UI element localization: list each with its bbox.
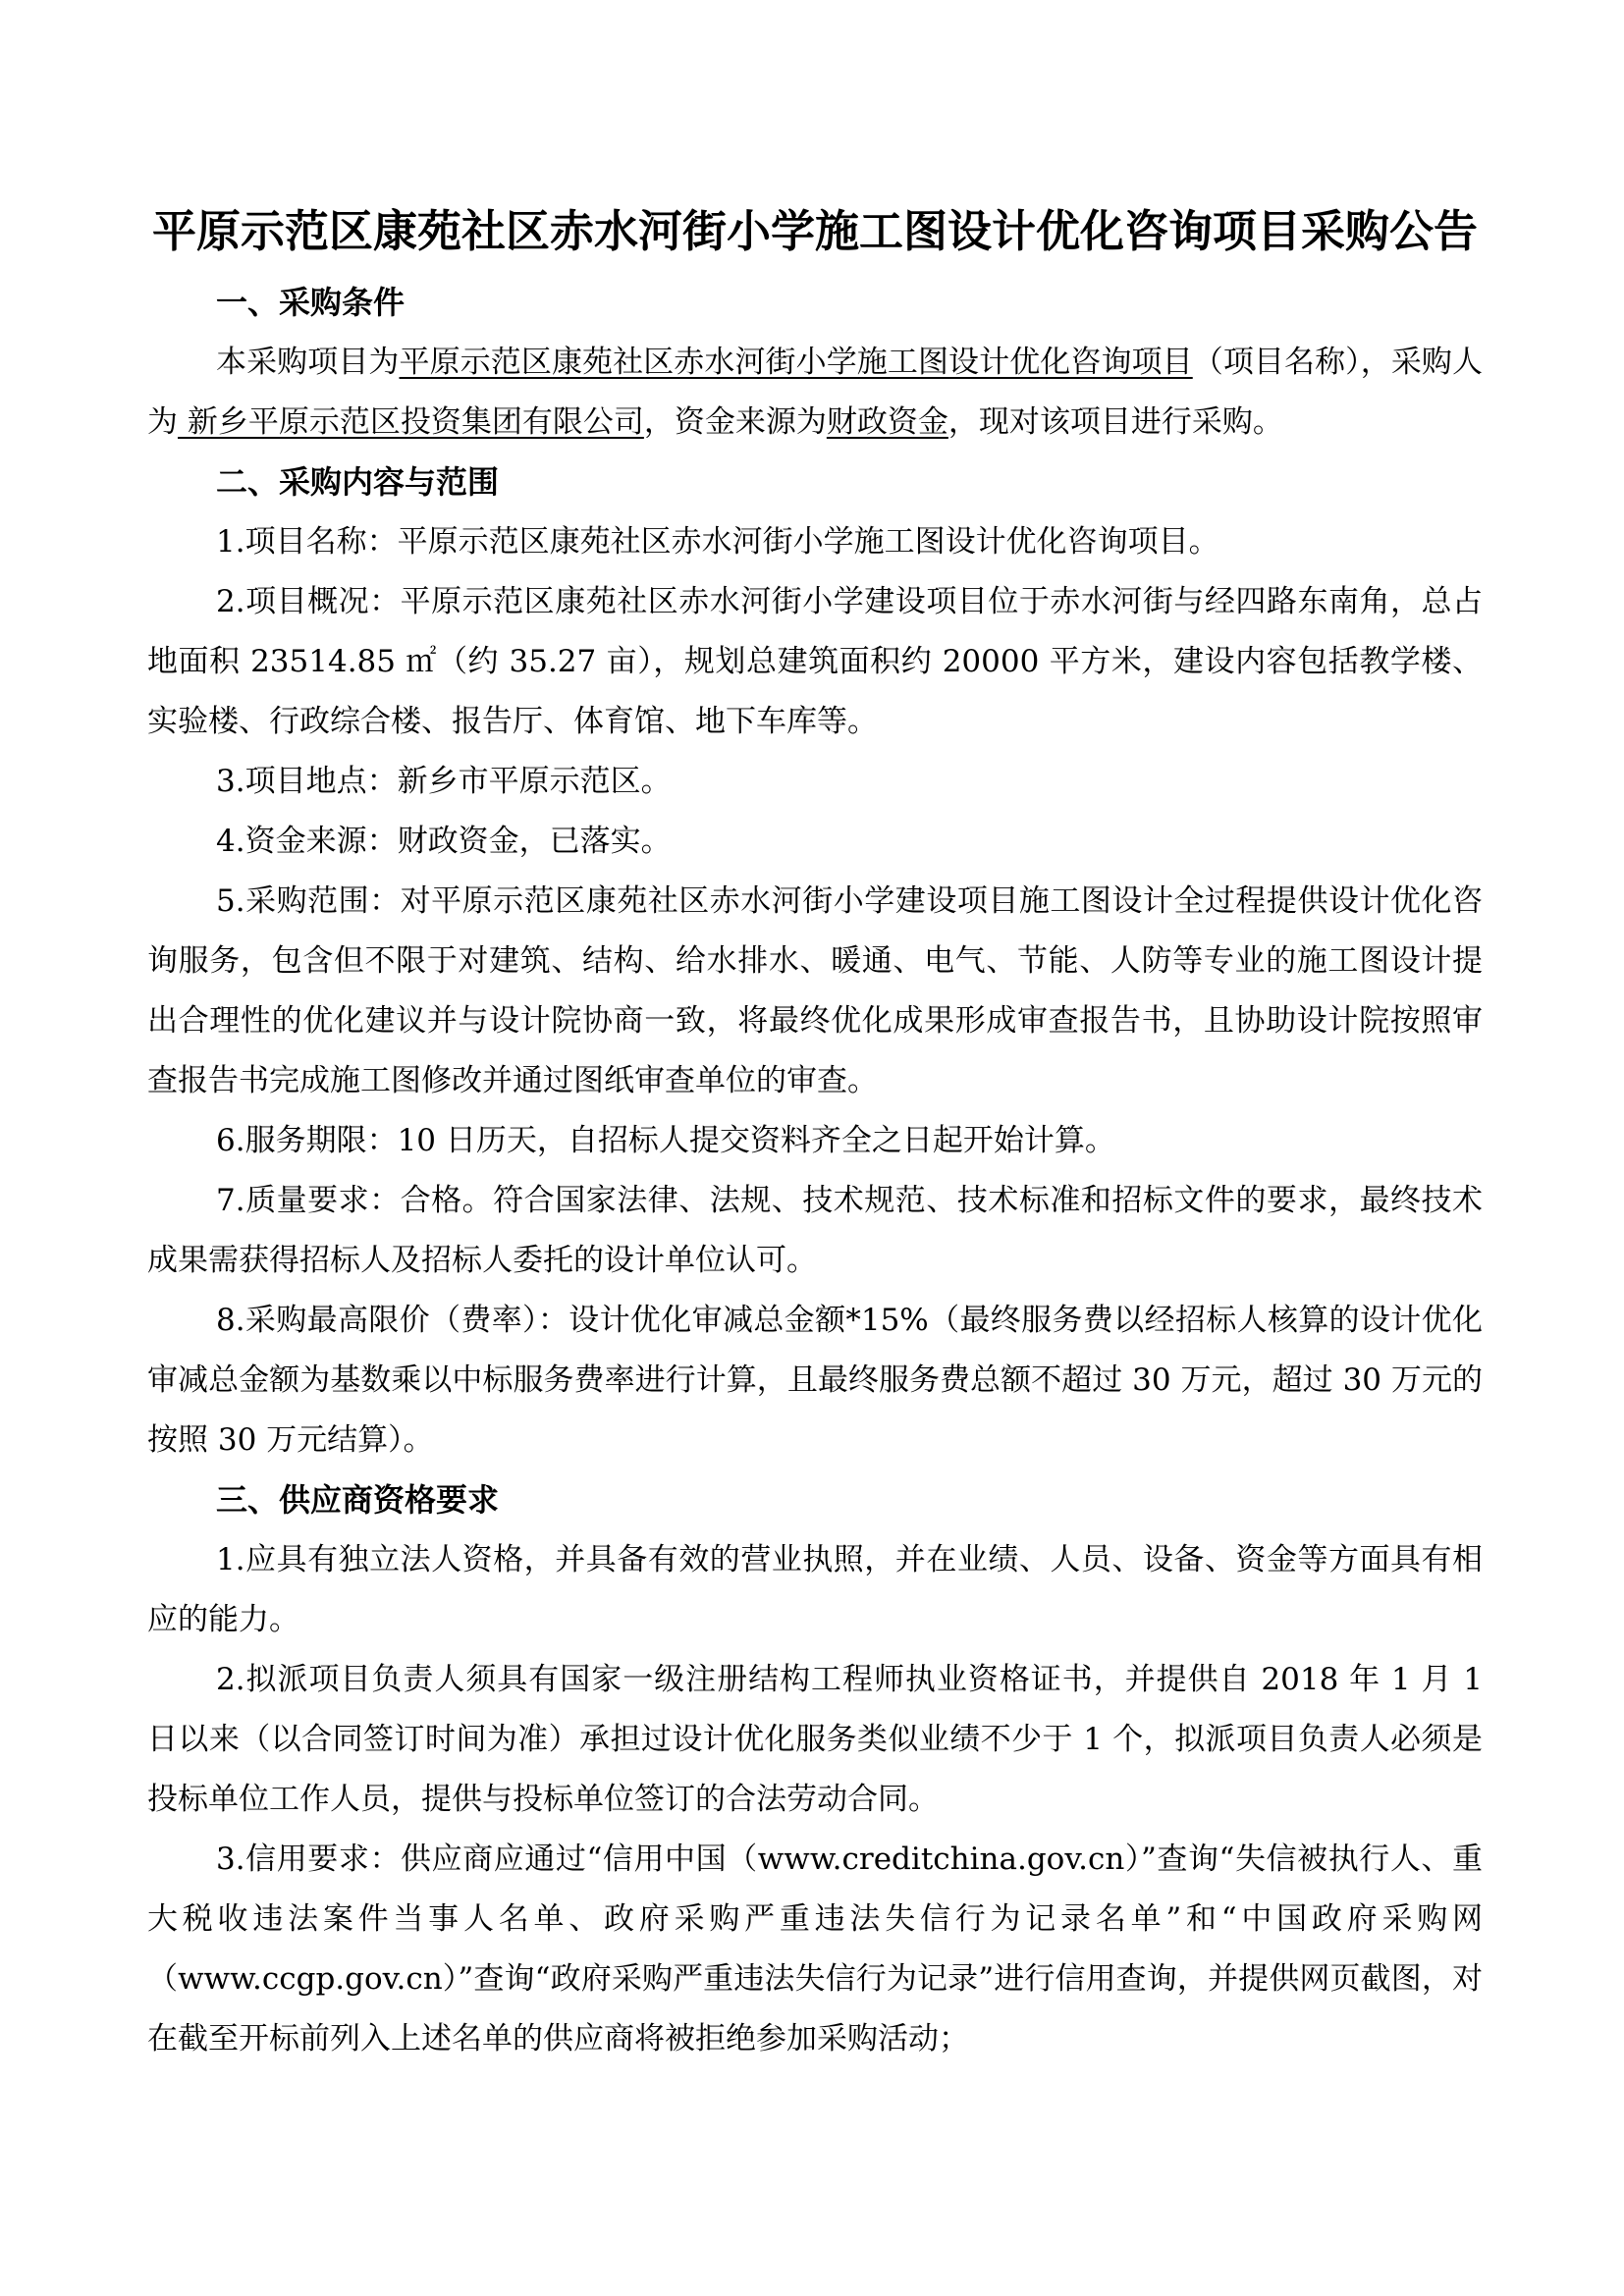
paragraph-text: （项目名称），采购人为: [147, 345, 1484, 440]
project-name-underlined: 平原示范区康苑社区赤水河街小学施工图设计优化咨询项目: [399, 345, 1193, 380]
content-item-project-name: 1.项目名称：平原示范区康苑社区赤水河街小学施工图设计优化咨询项目。: [216, 524, 1219, 560]
document-title: 平原示范区康苑社区赤水河街小学施工图设计优化咨询项目采购公告: [151, 205, 1478, 257]
paragraph-text: ，现对该项目进行采购。: [947, 404, 1283, 440]
content-item-fund-source: 4.资金来源：财政资金，已落实。: [216, 824, 672, 859]
content-item-quality-requirement: 7.质量要求：合格。符合国家法律、法规、技术规范、技术标准和招标文件的要求，最终技术成果需获得招标人及招标人委托的设计单位认可。: [147, 1183, 1483, 1278]
fund-source-underlined: 财政资金: [826, 404, 948, 440]
document-body: [147, 273, 1483, 2069]
paragraph-text: 本采购项目为: [216, 345, 400, 380]
content-item-purchase-scope: 5.采购范围：对平原示范区康苑社区赤水河街小学建设项目施工图设计全过程提供设计优化咨询服务，包含但不限于对建筑、结构、给水排水、暖通、电气、节能、人防等专业的施工图设计提出合理性的优化建议并与设计院协商一致，将最终优化成果形成审查报告书，且协助设计院按照审查报告书完成施工图修改并通过图纸审查单位的审查。: [147, 883, 1483, 1098]
qualification-item-legal-entity: 1.应具有独立法人资格，并具备有效的营业执照，并在业绩、人员、设备、资金等方面具有相应的能力。: [147, 1542, 1483, 1637]
content-item-service-period: 6.服务期限：10 日历天，自招标人提交资料齐全之日起开始计算。: [216, 1123, 1115, 1158]
content-item-project-location: 3.项目地点：新乡市平原示范区。: [216, 764, 672, 799]
qualification-item-project-leader: 2.拟派项目负责人须具有国家一级注册结构工程师执业资格证书，并提供自 2018 年 1 月 1 日以来（以合同签订时间为准）承担过设计优化服务类似业绩不少于 1 个，拟派项目负责人必须是投标单位工作人员，提供与投标单位签订的合法劳动合同。: [147, 1662, 1483, 1817]
purchase-conditions-paragraph: [147, 333, 1483, 453]
content-item-project-overview: 2.项目概况：平原示范区康苑社区赤水河街小学建设项目位于赤水河街与经四路东南角，总占地面积 23514.85 ㎡（约 35.27 亩），规划总建筑面积约 20000 平方米，建设内容包括教学楼、实验楼、行政综合楼、报告厅、体育馆、地下车库等。: [147, 584, 1483, 739]
paragraph-text: ，资金来源为: [643, 404, 827, 440]
section-heading-content-scope: 二、采购内容与范围: [216, 463, 500, 501]
purchaser-underlined: 新乡平原示范区投资集团有限公司: [178, 404, 644, 440]
section-heading-supplier-qualifications: 三、供应商资格要求: [216, 1481, 500, 1519]
content-item-price-limit: 8.采购最高限价（费率）：设计优化审减总金额*15%（最终服务费以经招标人核算的设计优化审减总金额为基数乘以中标服务费率进行计算，且最终服务费总额不超过 30 万元，超过 30 万元的按照 30 万元结算）。: [147, 1303, 1483, 1458]
qualification-item-credit: 3.信用要求：供应商应通过“信用中国（www.creditchina.gov.cn）”查询“失信被执行人、重大税收违法案件当事人名单、政府采购严重违法失信行为记录名单”和“中国政府采购网（www.ccgp.gov.cn）”查询“政府采购严重违法失信行为记录”进行信用查询，并提供网页截图，对在截至开标前列入上述名单的供应商将被拒绝参加采购活动；: [147, 1842, 1483, 2056]
section-heading-purchase-conditions: 一、采购条件: [216, 284, 406, 321]
